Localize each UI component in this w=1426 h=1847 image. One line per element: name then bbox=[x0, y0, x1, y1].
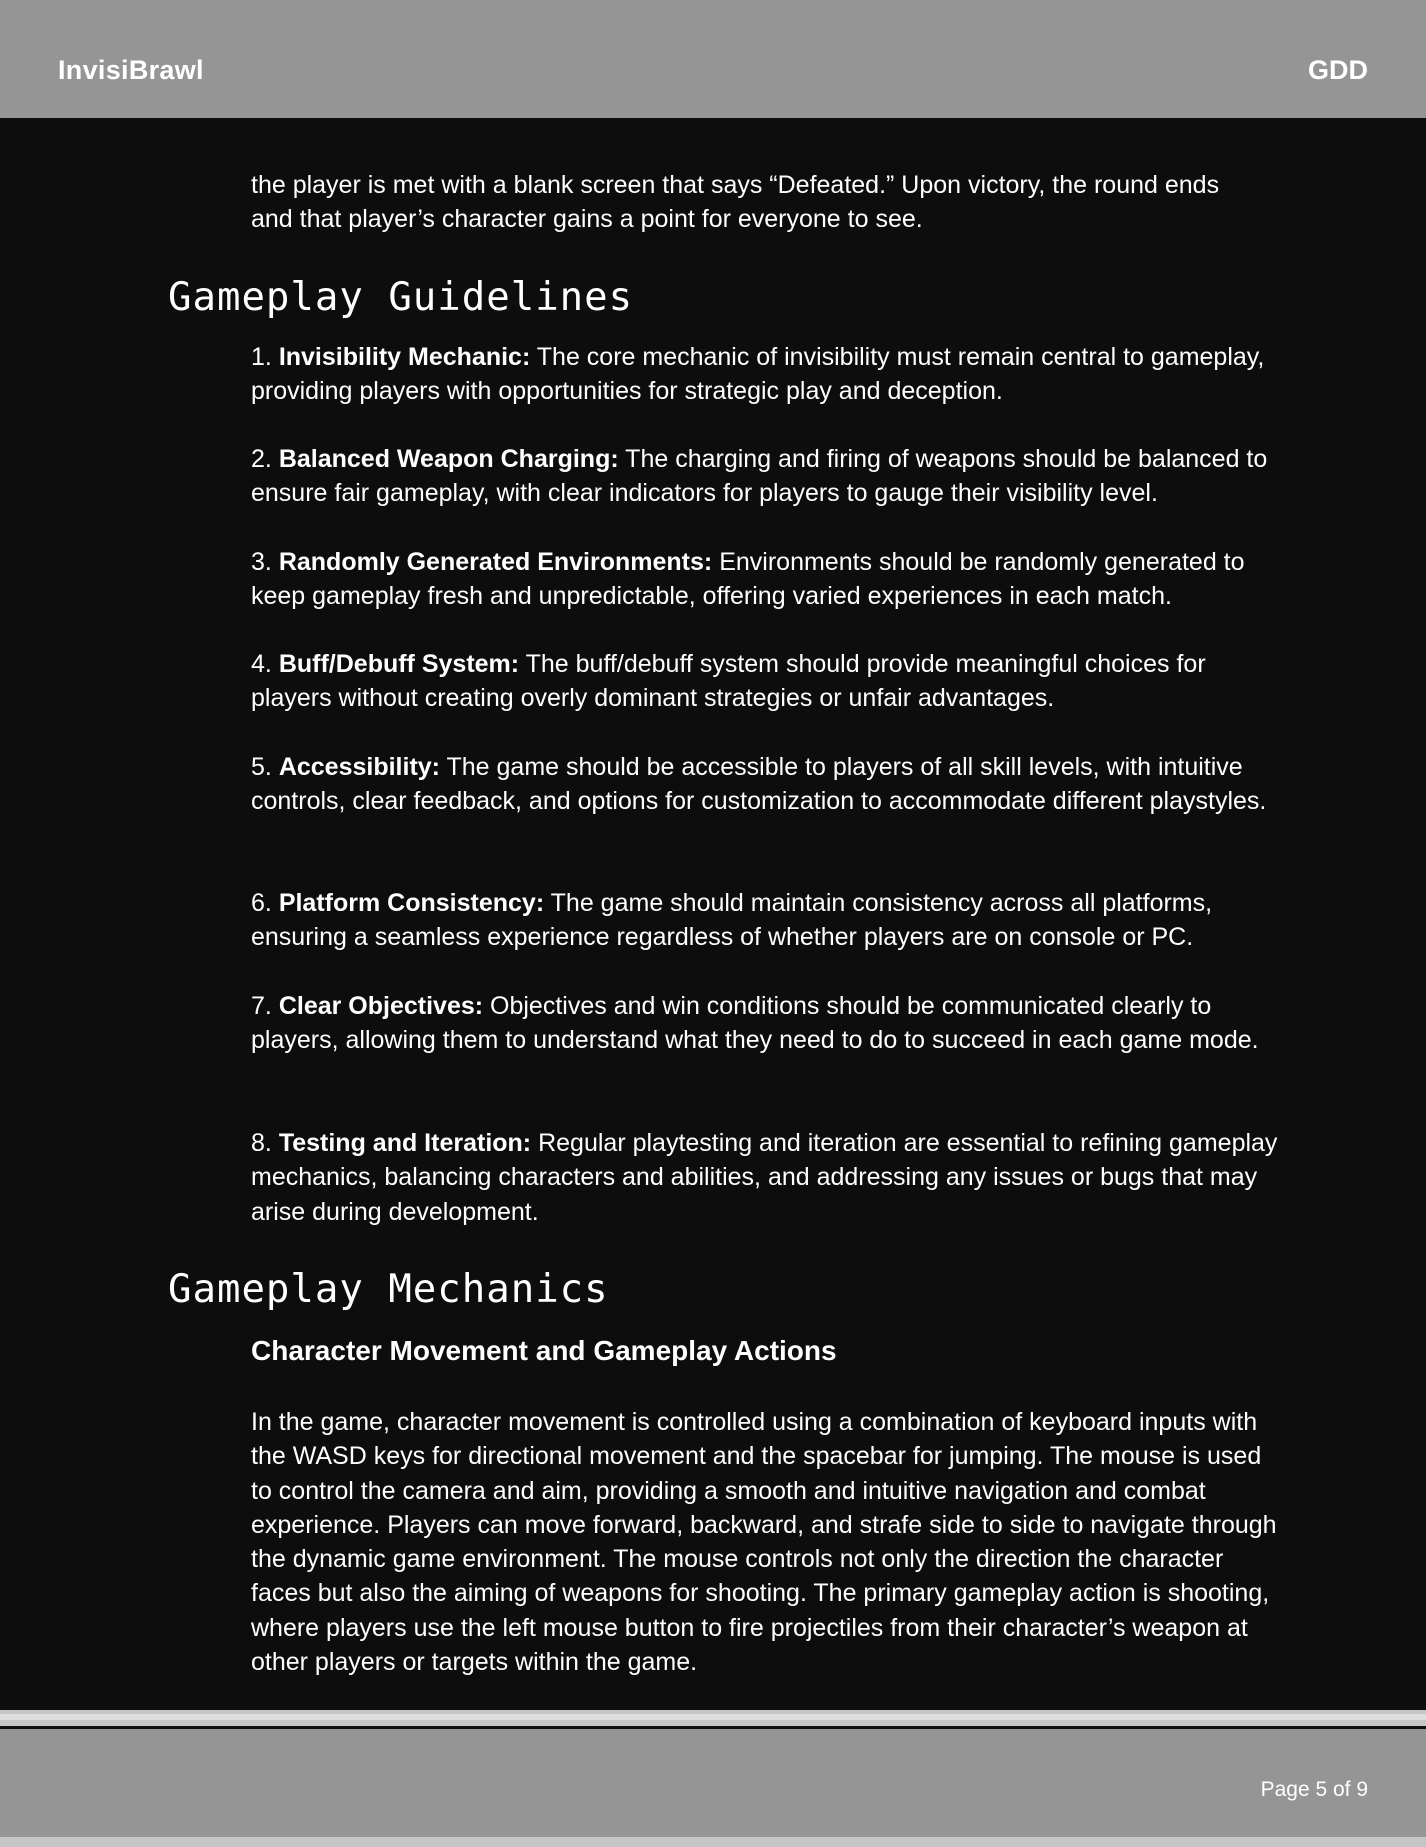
guideline-text: The game should maintain consistency across all platforms, ensuring a seamless experience regardless of whether players are on console or PC. bbox=[251, 889, 1213, 952]
guideline-item-6 bbox=[251, 886, 1281, 955]
mechanics-body-paragraph: In the game, character movement is controlled using a combination of keyboard inputs with the WASD keys for directional movement and the spacebar for jumping. The mouse is used to control the camera and aim, providing a smooth and intuitive navigation and combat experience. Players can move forward, backward, and strafe side to side to navigate through the dynamic game environment. The mouse controls not only the direction the character faces but also the aiming of weapons for shooting. The primary gameplay action is shooting, where players use the left mouse button to fire projectiles from their character’s weapon at other players or targets within the game. bbox=[251, 1408, 1277, 1677]
guideline-title: Buff/Debuff System: bbox=[278, 650, 520, 678]
guideline-title: Invisibility Mechanic: bbox=[278, 343, 531, 371]
guideline-number: 3. bbox=[251, 548, 272, 576]
subsection-heading-movement: Character Movement and Gameplay Actions bbox=[251, 1335, 837, 1366]
page-header bbox=[0, 0, 1426, 118]
document-title: InvisiBrawl bbox=[58, 55, 204, 85]
intro-paragraph bbox=[251, 168, 1281, 237]
guideline-title: Randomly Generated Environments: bbox=[278, 548, 713, 576]
guideline-text: The charging and firing of weapons should be balanced to ensure fair gameplay, with clear indicators for players to gauge their visibility level. bbox=[251, 445, 1268, 508]
guideline-item-2 bbox=[251, 442, 1281, 511]
guideline-number: 7. bbox=[251, 992, 272, 1020]
section-heading-guidelines: Gameplay Guidelines bbox=[168, 275, 634, 320]
guideline-item-7 bbox=[251, 989, 1281, 1058]
guideline-item-5 bbox=[251, 750, 1281, 819]
page-number: Page 5 of 9 bbox=[1260, 1778, 1368, 1801]
intro-line-1: the player is met with a blank screen that says “Defeated.” Upon victory, the round ends bbox=[251, 171, 1220, 199]
guideline-number: 8. bbox=[251, 1129, 272, 1157]
guideline-item-4 bbox=[251, 647, 1281, 716]
guideline-text: The game should be accessible to players of all skill levels, with intuitive controls, clear feedback, and options for customization to accommodate different playstyles. bbox=[251, 753, 1267, 816]
guideline-text: Environments should be randomly generated to keep gameplay fresh and unpredictable, offering varied experiences in each match. bbox=[251, 548, 1245, 611]
guideline-item-3 bbox=[251, 545, 1281, 614]
guideline-text: Objectives and win conditions should be communicated clearly to players, allowing them to understand what they need to do to succeed in each game mode. bbox=[251, 992, 1259, 1055]
guideline-title: Balanced Weapon Charging: bbox=[278, 445, 619, 473]
guideline-item-1 bbox=[251, 340, 1281, 409]
footer-bottom-edge bbox=[0, 1837, 1426, 1847]
page-footer bbox=[0, 1729, 1426, 1837]
guideline-text: The buff/debuff system should provide meaningful choices for players without creating overly dominant strategies or unfair advantages. bbox=[251, 650, 1206, 713]
guideline-number: 2. bbox=[251, 445, 272, 473]
intro-line-2: and that player’s character gains a point for everyone to see. bbox=[251, 205, 923, 234]
guideline-text: Regular playtesting and iteration are essential to refining gameplay mechanics, balancing characters and abilities, and addressing any issues or bugs that may arise during development. bbox=[251, 1129, 1278, 1226]
guideline-number: 4. bbox=[251, 650, 272, 678]
guideline-number: 5. bbox=[251, 753, 272, 781]
guideline-title: Clear Objectives: bbox=[278, 992, 484, 1020]
footer-divider-highlight bbox=[0, 1714, 1426, 1720]
page-content bbox=[0, 118, 1426, 1710]
guideline-item-8 bbox=[251, 1126, 1281, 1229]
section-heading-mechanics: Gameplay Mechanics bbox=[168, 1267, 609, 1312]
guideline-number: 1. bbox=[251, 343, 272, 371]
guideline-title: Testing and Iteration: bbox=[278, 1129, 532, 1157]
document-code: GDD bbox=[1308, 55, 1368, 85]
guideline-title: Platform Consistency: bbox=[278, 889, 545, 917]
guideline-text: The core mechanic of invisibility must remain central to gameplay, providing players with opportunities for strategic play and deception. bbox=[251, 343, 1265, 406]
guideline-number: 6. bbox=[251, 889, 272, 917]
guideline-title: Accessibility: bbox=[278, 753, 440, 781]
